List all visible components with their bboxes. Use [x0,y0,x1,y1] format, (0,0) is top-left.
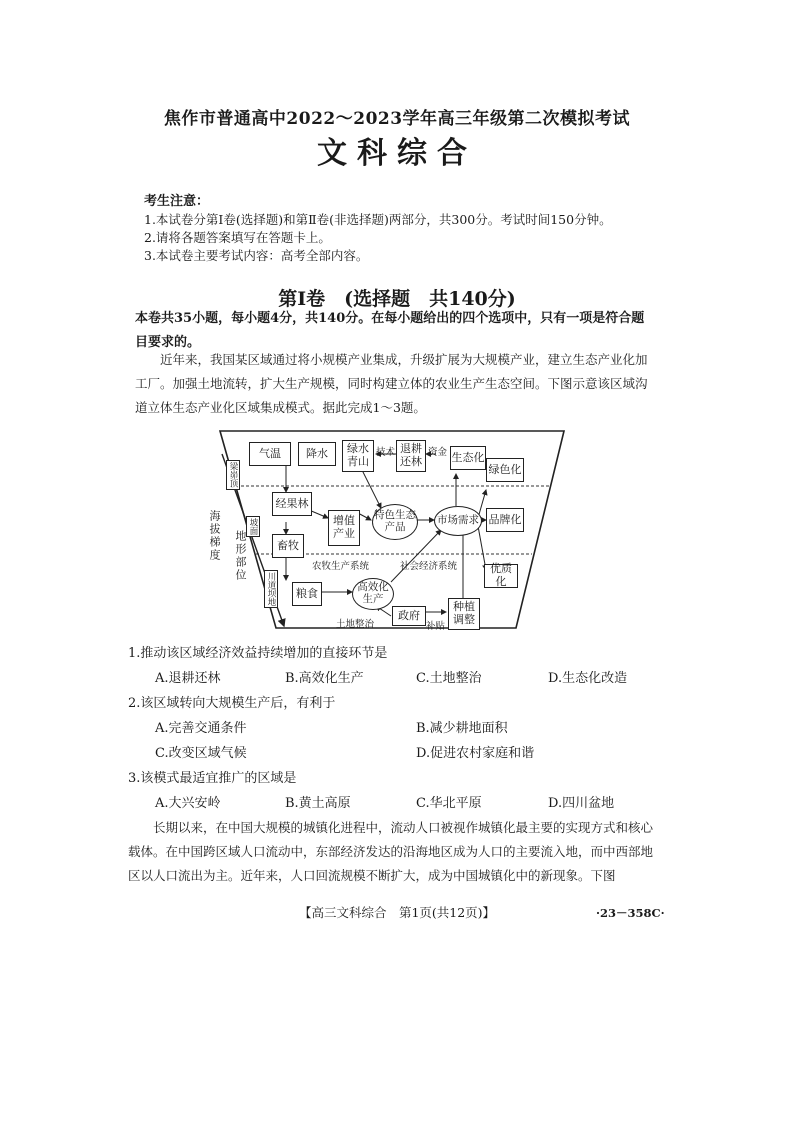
label-agri-system: 农牧生产系统 [312,561,370,572]
q3-option-b: B.黄土高原 [285,796,351,811]
ellipse-market-demand: 市场需求 [434,506,482,536]
box-greening: 绿色化 [486,458,524,482]
box-planting-adjustment: 种植调整 [448,598,480,630]
q1-option-a: A.退耕还林 [155,671,221,686]
q3-option-a: A.大兴安岭 [155,796,221,811]
box-government: 政府 [392,606,426,626]
box-return-forest: 退耕还林 [396,440,426,472]
label-land-consolidation: 土地整治 [336,619,375,630]
notice-item: 3.本试卷主要考试内容：高考全部内容。 [144,248,369,263]
q3-option-c: C.华北平原 [416,796,482,811]
label-terrain-position: 地形部位 [234,530,247,582]
q1-option-c: C.土地整治 [416,671,482,686]
box-grain: 粮食 [292,582,322,606]
page-footer: 【高三文科综合 第1页(共12页)】 [298,905,496,920]
subject-title: 文科综合 [317,136,477,171]
exam-code: ·23－358C· [596,906,665,920]
question-1: 1.推动该区域经济效益持续增加的直接环节是 [128,646,388,661]
box-economic-forest: 经果林 [272,492,312,516]
question-3: 3.该模式最适宜推广的区域是 [128,771,297,786]
band-valley-land: 川道坝地 [266,572,276,606]
passage-2: 长期以来，在中国大规模的城镇化进程中，流动人口被视作城镇化最主要的实现方式和核心载体。在中国跨区域人口流动中，东部经济发达的沿海地区成为人口的主要流入地，而中西部地区以人口流出为主。近年来，人口回流规模不断扩大，成为中国城镇化中的新现象。下图 [128,820,654,883]
label-technology: 技术 [376,447,396,458]
band-ridge-top: 梁峁顶 [228,462,238,488]
notice-item: 2.请将各题答案填写在答题卡上。 [144,230,331,245]
exam-title: 焦作市普通高中2022～2023学年高三年级第二次模拟考试 [163,109,631,129]
box-ecologization: 生态化 [450,446,486,470]
eco-industry-diagram [216,430,566,630]
box-branding: 品牌化 [486,508,524,532]
q1-option-b: B.高效化生产 [285,671,364,686]
q2-option-b: B.减少耕地面积 [416,721,508,736]
label-subsidy: 补贴 [426,621,446,632]
section-title: 第Ⅰ卷 (选择题 共140分) [278,288,516,310]
band-slope: 坡面 [248,518,258,535]
ellipse-efficient-production: 高效化生产 [352,578,394,610]
box-rainfall: 降水 [298,442,336,466]
notice-item: 1.本试卷分第Ⅰ卷(选择题)和第Ⅱ卷(非选择题)两部分，共300分。考试时间150分钟。 [144,212,612,227]
q1-option-d: D.生态化改造 [548,671,628,686]
box-green-hills: 绿水青山 [342,440,374,472]
section-intro: 本卷共35小题，每小题4分，共140分。在每小题给出的四个选项中，只有一项是符合题目要求的。 [135,311,645,350]
q2-option-c: C.改变区域气候 [155,746,247,761]
box-quality: 优质化 [484,564,518,588]
q3-option-d: D.四川盆地 [548,796,615,811]
q2-option-a: A.完善交通条件 [155,721,247,736]
label-social-system: 社会经济系统 [400,561,458,572]
box-value-added-industry: 增值产业 [328,510,360,546]
label-elevation-gradient: 海拔梯度 [208,510,221,562]
box-livestock: 畜牧 [272,534,304,558]
label-capital: 资金 [428,447,448,458]
ellipse-featured-products: 特色生态产品 [372,504,418,540]
passage-1: 近年来，我国某区域通过将小规模产业集成，升级扩展为大规模产业，建立生态产业化加工厂。加强土地流转，扩大生产规模，同时构建立体的农业生产生态空间。下图示意该区域沟道立体生态产业化区域集成模式。据此完成1～3题。 [135,352,648,415]
q2-option-d: D.促进农村家庭和谐 [416,746,535,761]
notice-heading: 考生注意： [144,194,210,209]
box-temperature: 气温 [249,442,291,466]
question-2: 2.该区域转向大规模生产后，有利于 [128,696,336,711]
